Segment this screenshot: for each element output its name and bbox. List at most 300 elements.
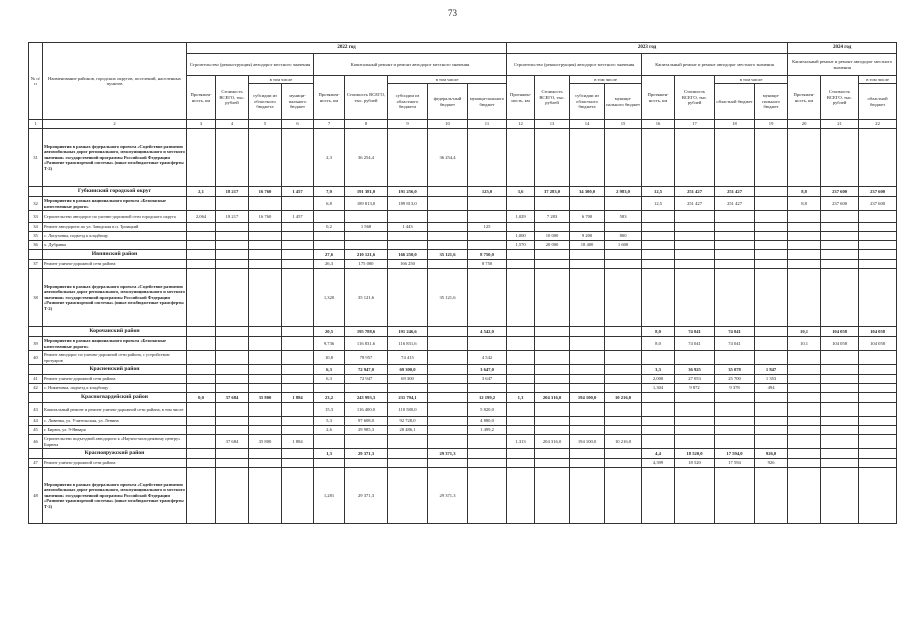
table-cell: [428, 384, 468, 393]
table-cell: [468, 211, 507, 223]
table-cell: [605, 250, 642, 260]
table-cell: [859, 211, 897, 223]
table-cell: [788, 223, 821, 232]
table-cell: [755, 260, 788, 269]
table-cell: [821, 449, 859, 459]
header-year-2022: 2022 год: [187, 43, 507, 54]
table-cell: 29 985,3: [345, 426, 388, 435]
table-cell: [675, 250, 715, 260]
table-cell: [216, 384, 249, 393]
table-cell: [788, 449, 821, 459]
table-cell: [468, 129, 507, 187]
table-cell: [468, 337, 507, 351]
table-cell: [605, 223, 642, 232]
table-row: [29, 211, 897, 223]
table-cell: 69 300: [388, 375, 428, 384]
table-cell: 7,0: [314, 187, 345, 197]
table-cell: [388, 269, 428, 327]
table-cell: 191 256,0: [388, 187, 428, 197]
table-cell: [507, 384, 535, 393]
table-cell: [249, 449, 282, 459]
table-cell: [535, 351, 570, 365]
table-cell: 116 831,6: [388, 337, 428, 351]
column-number: 15: [605, 120, 642, 129]
row-number: 39: [29, 337, 43, 351]
table-cell: 195 788,6: [345, 327, 388, 337]
table-cell: [428, 327, 468, 337]
table-cell: 36 254,4: [345, 129, 388, 187]
table-cell: [642, 260, 675, 269]
table-cell: [388, 449, 428, 459]
table-cell: 20 000: [535, 241, 570, 250]
table-cell: [216, 197, 249, 211]
table-cell: [715, 232, 755, 241]
table-cell: 231 794,1: [388, 393, 428, 403]
column-number: 2: [43, 120, 187, 129]
table-cell: 210 121,6: [345, 250, 388, 260]
table-cell: [388, 459, 428, 468]
table-cell: 251 427: [715, 197, 755, 211]
table-cell: [187, 449, 216, 459]
table-cell: 10,8: [314, 351, 345, 365]
table-cell: [388, 241, 428, 250]
table-cell: [249, 250, 282, 260]
table-cell: [821, 269, 859, 327]
table-cell: [570, 459, 605, 468]
table-cell: [605, 197, 642, 211]
table-cell: 27,6: [314, 250, 345, 260]
table-cell: [216, 375, 249, 384]
table-cell: [187, 426, 216, 435]
table-cell: [535, 426, 570, 435]
table-cell: [715, 129, 755, 187]
table-cell: [755, 351, 788, 365]
table-cell: [788, 269, 821, 327]
row-number: 34: [29, 223, 43, 232]
table-cell: [715, 468, 755, 524]
table-cell: [821, 351, 859, 365]
table-cell: [570, 417, 605, 426]
row-name: Корочанский район: [43, 327, 187, 337]
table-cell: 191 246,6: [388, 327, 428, 337]
table-cell: 4,399: [642, 459, 675, 468]
table-cell: 10 216,0: [605, 435, 642, 449]
table-cell: [642, 232, 675, 241]
table-cell: 18 520: [675, 459, 715, 468]
table-cell: [216, 241, 249, 250]
table-cell: [314, 459, 345, 468]
row-number: 40: [29, 351, 43, 365]
table-cell: [388, 232, 428, 241]
table-cell: [715, 403, 755, 417]
table-cell: 6,3: [314, 365, 345, 375]
table-cell: [428, 365, 468, 375]
table-cell: [859, 232, 897, 241]
table-cell: [187, 417, 216, 426]
road-program-table-sheet: [28, 42, 893, 524]
table-cell: [216, 129, 249, 187]
district-row: [29, 187, 897, 197]
table-cell: [715, 435, 755, 449]
table-cell: [755, 223, 788, 232]
table-cell: [507, 417, 535, 426]
table-cell: [282, 337, 314, 351]
table-cell: 2,1: [187, 187, 216, 197]
table-cell: [428, 232, 468, 241]
table-cell: [428, 393, 468, 403]
row-name: Строительство автодорог по улично-дорожной сети городского округа: [43, 211, 187, 223]
table-cell: [675, 232, 715, 241]
table-cell: [570, 365, 605, 375]
table-cell: [788, 435, 821, 449]
district-row: [29, 365, 897, 375]
table-cell: [216, 260, 249, 269]
table-cell: 17 594,0: [715, 449, 755, 459]
column-number: 8: [345, 120, 388, 129]
table-row: [29, 197, 897, 211]
table-cell: [535, 417, 570, 426]
table-cell: 16 760: [249, 211, 282, 223]
table-cell: 1,3: [314, 449, 345, 459]
table-cell: [507, 337, 535, 351]
table-cell: 175 000: [345, 260, 388, 269]
row-number: 44: [29, 417, 43, 426]
table-cell: 4 880,0: [468, 417, 507, 426]
table-cell: [859, 269, 897, 327]
table-cell: [715, 223, 755, 232]
table-cell: [859, 435, 897, 449]
table-cell: 18 217: [216, 211, 249, 223]
table-cell: [755, 232, 788, 241]
table-cell: [605, 403, 642, 417]
column-number: 9: [388, 120, 428, 129]
row-name: с. Никитовка, подъезд к кладбищу: [43, 384, 187, 393]
table-cell: [216, 337, 249, 351]
column-number: 13: [535, 120, 570, 129]
table-cell: [788, 211, 821, 223]
header-federal: федераль-ный бюджет: [428, 84, 468, 120]
table-cell: [249, 403, 282, 417]
table-cell: 37 684: [216, 435, 249, 449]
row-number: 43: [29, 403, 43, 417]
header-group-repair-2024: Капитальный ремонт и ремонт автодорог местного значения: [788, 54, 897, 76]
table-cell: [216, 269, 249, 327]
table-cell: [187, 197, 216, 211]
table-cell: [187, 250, 216, 260]
table-cell: [249, 459, 282, 468]
table-cell: [187, 351, 216, 365]
header-municipal: муници-пального бюджет: [468, 84, 507, 120]
table-cell: 2,064: [187, 211, 216, 223]
table-cell: [675, 435, 715, 449]
table-cell: 12,5: [642, 187, 675, 197]
row-name: Ремонт автодороги по ул. Заводская в п. Троицкий: [43, 223, 187, 232]
table-cell: [570, 375, 605, 384]
table-row: [29, 241, 897, 250]
table-cell: 125,0: [468, 187, 507, 197]
table-cell: [428, 211, 468, 223]
table-cell: 20,5: [314, 327, 345, 337]
table-cell: 17 594: [715, 459, 755, 468]
table-cell: [535, 449, 570, 459]
table-cell: [788, 232, 821, 241]
table-cell: [282, 241, 314, 250]
table-cell: [428, 375, 468, 384]
table-cell: [535, 269, 570, 327]
table-cell: [187, 403, 216, 417]
table-cell: [859, 241, 897, 250]
table-cell: [715, 351, 755, 365]
table-cell: [755, 403, 788, 417]
table-cell: [216, 327, 249, 337]
header-year-2023: 2023 год: [507, 43, 788, 54]
table-cell: 74 041: [675, 337, 715, 351]
table-cell: [468, 435, 507, 449]
table-cell: [428, 426, 468, 435]
table-cell: [755, 129, 788, 187]
table-cell: 27 053: [675, 375, 715, 384]
table-cell: [216, 365, 249, 375]
table-cell: 116 831,6: [345, 337, 388, 351]
table-cell: [535, 403, 570, 417]
column-number: 4: [216, 120, 249, 129]
table-cell: [428, 260, 468, 269]
table-cell: [859, 393, 897, 403]
table-cell: 1 457: [282, 187, 314, 197]
table-cell: 237 600: [821, 197, 859, 211]
column-numbers-row: [29, 120, 897, 129]
table-cell: [859, 375, 897, 384]
table-cell: [788, 403, 821, 417]
header-in-that-number: в том числе: [715, 76, 788, 84]
table-cell: [187, 459, 216, 468]
column-number: 20: [788, 120, 821, 129]
table-cell: [859, 365, 897, 375]
table-cell: 237 600: [859, 187, 897, 197]
table-cell: [859, 403, 897, 417]
table-cell: [821, 250, 859, 260]
table-cell: [642, 403, 675, 417]
table-cell: 1 600: [605, 241, 642, 250]
table-cell: 8,0: [642, 337, 675, 351]
table-cell: [468, 269, 507, 327]
table-cell: [216, 351, 249, 365]
page-number: 73: [448, 8, 457, 18]
table-cell: 97 608,0: [345, 417, 388, 426]
row-number: 45: [29, 426, 43, 435]
table-cell: 28 486,1: [388, 426, 428, 435]
table-cell: [605, 260, 642, 269]
table-cell: [468, 197, 507, 211]
table-cell: [216, 403, 249, 417]
row-name: Ремонт улично-дорожной сети района: [43, 459, 187, 468]
table-row: [29, 223, 897, 232]
header-in-that-number: в том числе: [249, 76, 314, 84]
table-cell: [642, 426, 675, 435]
column-number: 19: [755, 120, 788, 129]
table-cell: [788, 426, 821, 435]
table-cell: [605, 426, 642, 435]
table-cell: [507, 129, 535, 187]
table-cell: [788, 260, 821, 269]
table-cell: 3 647: [468, 375, 507, 384]
table-cell: [249, 269, 282, 327]
table-cell: 1,3: [507, 393, 535, 403]
table-cell: 35 078: [715, 365, 755, 375]
table-row: [29, 232, 897, 241]
row-name: Красногвардейский район: [43, 393, 187, 403]
table-cell: [570, 327, 605, 337]
header-cost: Стоимость ВСЕГО, тыс. рублей: [216, 76, 249, 120]
row-number: 48: [29, 468, 43, 524]
table-cell: [282, 365, 314, 375]
table-cell: 10,1: [788, 327, 821, 337]
table-cell: [570, 449, 605, 459]
table-cell: [788, 250, 821, 260]
table-row: [29, 417, 897, 426]
table-cell: [507, 403, 535, 417]
header-municipal: муници-пального бюджет: [282, 84, 314, 120]
header-length: Протяжен-ность, км: [507, 76, 535, 120]
table-cell: [314, 232, 345, 241]
district-row: [29, 250, 897, 260]
table-cell: [282, 232, 314, 241]
row-name: х. Дубравка: [43, 241, 187, 250]
column-number: 3: [187, 120, 216, 129]
table-cell: [570, 426, 605, 435]
row-number: 32: [29, 197, 43, 211]
table-cell: [388, 468, 428, 524]
table-cell: [859, 417, 897, 426]
table-cell: 0,2: [314, 223, 345, 232]
table-cell: [675, 241, 715, 250]
table-cell: 1,313: [507, 435, 535, 449]
table-cell: 104 058: [859, 337, 897, 351]
table-row: [29, 459, 897, 468]
table-cell: [605, 337, 642, 351]
table-cell: 4 542,0: [468, 327, 507, 337]
table-cell: 583: [605, 211, 642, 223]
table-cell: [282, 449, 314, 459]
table-cell: [282, 223, 314, 232]
table-cell: [282, 250, 314, 260]
table-cell: [821, 211, 859, 223]
table-cell: 104 058: [821, 337, 859, 351]
table-cell: [570, 468, 605, 524]
table-cell: [428, 435, 468, 449]
table-cell: [187, 260, 216, 269]
table-cell: [755, 211, 788, 223]
header-subsidy: субсидии из областного бюджета: [388, 84, 428, 120]
table-cell: 251 427: [675, 187, 715, 197]
table-cell: [282, 403, 314, 417]
table-cell: [821, 435, 859, 449]
table-cell: [249, 365, 282, 375]
table-cell: [282, 260, 314, 269]
table-cell: [605, 449, 642, 459]
table-cell: [821, 260, 859, 269]
table-cell: [642, 393, 675, 403]
table-cell: [859, 260, 897, 269]
table-cell: 29 371,3: [428, 449, 468, 459]
table-cell: [755, 435, 788, 449]
header-num: № п/п: [29, 43, 43, 120]
table-cell: [821, 417, 859, 426]
table-cell: [755, 197, 788, 211]
table-cell: 104 058: [859, 327, 897, 337]
table-cell: 74 041: [715, 327, 755, 337]
table-cell: [507, 459, 535, 468]
table-cell: [821, 393, 859, 403]
table-cell: [187, 223, 216, 232]
table-cell: [859, 351, 897, 365]
table-cell: 926: [755, 459, 788, 468]
table-cell: [314, 211, 345, 223]
road-program-table: [28, 42, 897, 524]
table-cell: 6,3: [314, 375, 345, 384]
column-number: 6: [282, 120, 314, 129]
header-group-construction-2022: Строительство (реконструкция) автодорог местного значения: [187, 54, 314, 76]
table-cell: [642, 417, 675, 426]
table-cell: [642, 468, 675, 524]
table-cell: [187, 365, 216, 375]
table-cell: [570, 129, 605, 187]
table-cell: 1 847: [755, 365, 788, 375]
table-cell: [570, 384, 605, 393]
table-cell: 1 499,2: [468, 426, 507, 435]
header-group-repair-2022: Капитальный ремонт и ремонт автодорог местного значения: [314, 54, 507, 76]
column-number: 12: [507, 120, 535, 129]
row-name: Строительство подъездной автодороги к «Научно-молодежному центру» Бирюча: [43, 435, 187, 449]
table-cell: [605, 468, 642, 524]
table-cell: 116 400,0: [345, 403, 388, 417]
header-subsidy: субсидии из областного бюджета: [570, 84, 605, 120]
table-cell: 5 820,0: [468, 403, 507, 417]
table-cell: 2,3: [314, 129, 345, 187]
table-cell: [859, 459, 897, 468]
row-number: 37: [29, 260, 43, 269]
table-cell: 166 250: [388, 260, 428, 269]
table-cell: [570, 337, 605, 351]
table-cell: [859, 468, 897, 524]
table-cell: 166 250,0: [388, 250, 428, 260]
table-cell: 1 443: [388, 223, 428, 232]
header-length: Протяжен-ность, км: [314, 76, 345, 120]
table-cell: [507, 269, 535, 327]
table-cell: [642, 250, 675, 260]
table-row: [29, 351, 897, 365]
table-cell: [535, 459, 570, 468]
row-name: Ремонт улично-дорожной сети района: [43, 260, 187, 269]
table-cell: 35 800: [249, 393, 282, 403]
table-cell: 189 813,0: [345, 197, 388, 211]
header-year-2024: 2024 год: [788, 43, 897, 54]
table-cell: [535, 365, 570, 375]
header-length: Протяжен-ность, км: [788, 76, 821, 120]
table-cell: [507, 449, 535, 459]
table-cell: [249, 241, 282, 250]
table-cell: [675, 223, 715, 232]
table-cell: [715, 260, 755, 269]
table-cell: 194 100,0: [570, 435, 605, 449]
table-cell: [821, 365, 859, 375]
column-number: 7: [314, 120, 345, 129]
table-cell: [755, 187, 788, 197]
table-cell: [345, 384, 388, 393]
table-cell: [605, 384, 642, 393]
table-cell: 37 684: [216, 393, 249, 403]
table-cell: [468, 232, 507, 241]
